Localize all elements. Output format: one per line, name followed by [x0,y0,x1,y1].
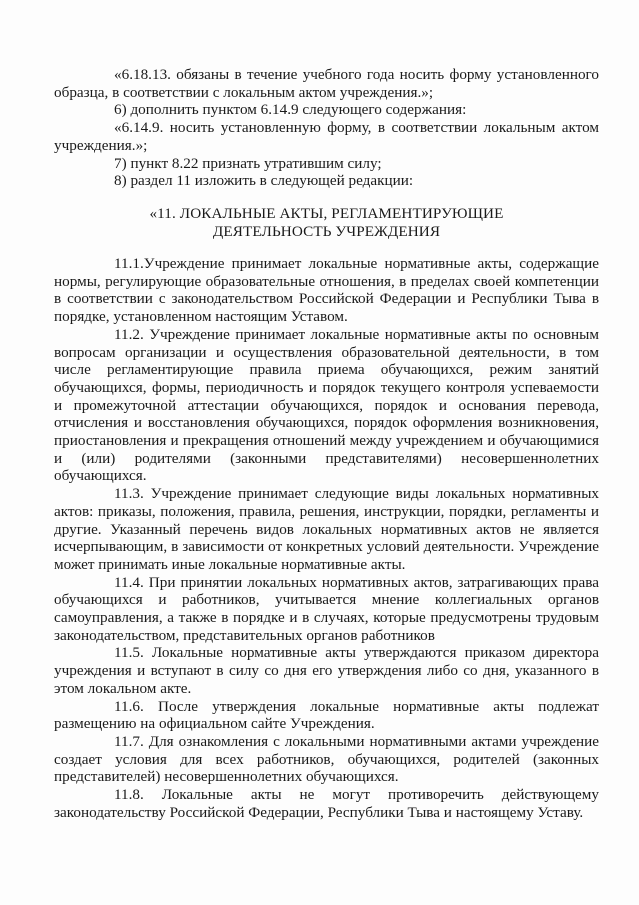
section-heading-line-2: ДЕЯТЕЛЬНОСТЬ УЧРЕЖДЕНИЯ [212,223,441,240]
paragraph-amend-7: 7) пункт 8.22 признать утратившим силу; [114,154,382,172]
paragraph-11-4: 11.4. При принятии локальных нормативных актов, затрагивающих права обучающихся и работников, учитывается мнение коллегиальных органов самоуправления, а также в порядке и в случаях, которые предусмотрены трудовым законодательством, представительных органов работников [54,573,599,644]
paragraph-6-14-9: «6.14.9. носить установленную форму, в соответствии локальным актом учреждения.»; [54,119,599,154]
paragraph-11-8: 11.8. Локальные акты не могут противоречить действующему законодательству Российской Федерации, Республики Тыва и настоящему Уставу. [54,786,599,821]
section-11-heading [54,205,599,241]
amendments-intro [54,66,599,190]
section-heading-line-1: «11. ЛОКАЛЬНЫЕ АКТЫ, РЕГЛАМЕНТИРУЮЩИЕ [149,205,504,222]
paragraph-11-6: 11.6. После утверждения локальные нормативные акты подлежат размещению на официальном сайте Учреждения. [54,697,599,733]
paragraph-amend-8: 8) раздел 11 изложить в следующей редакции: [114,172,414,190]
paragraph-11-1: 11.1.Учреждение принимает локальные нормативные акты, содержащие нормы, регулирующие образовательные отношения, в пределах своей компетенции в соответствии с законодательством Российской Федерации и Республики Тыва в порядке, установленном настоящим Уставом. [54,255,599,326]
paragraph-11-7: 11.7. Для ознакомления с локальными нормативными актами учреждение создает условия для всех работников, обучающихся, родителей (законных представителей) несовершеннолетних обучающихся. [54,732,599,786]
paragraph-11-3: 11.3. Учреждение принимает следующие виды локальных нормативных актов: приказы, положения, правила, решения, инструкции, порядки, регламенты и другие. Указанный перечень видов локальных нормативных актов не является исчерпывающим, в зависимости от конкретных условий деятельности. Учреждение может принимать иные локальные нормативные акты. [54,485,599,573]
paragraph-11-2: 11.2. Учреждение принимает локальные нормативные акты по основным вопросам организации и осуществления образовательной деятельности, в том числе регламентирующие правила приема обучающихся, режим занятий обучающихся, формы, периодичность и порядок текущего контроля успеваемости и промежуточной аттестации обучающихся, порядок и основания перевода, отчисления и восстановления обучающихся, порядок оформления возникновения, приостановления и прекращения отношений между учреждением и обучающимися и (или) родителями (законными представителями) несовершеннолетних обучающихся. [54,325,599,485]
section-11-body [54,255,599,822]
paragraph-amend-6: 6) дополнить пунктом 6.14.9 следующего содержания: [114,101,467,119]
paragraph-11-5: 11.5. Локальные нормативные акты утверждаются приказом директора учреждения и вступают в силу со дня его утверждения либо со дня, указанного в этом локальном акте. [54,644,599,697]
paragraph-6-18-13: «6.18.13. обязаны в течение учебного года носить форму установленного образца, в соответствии с локальным актом учреждения.»; [54,66,599,101]
